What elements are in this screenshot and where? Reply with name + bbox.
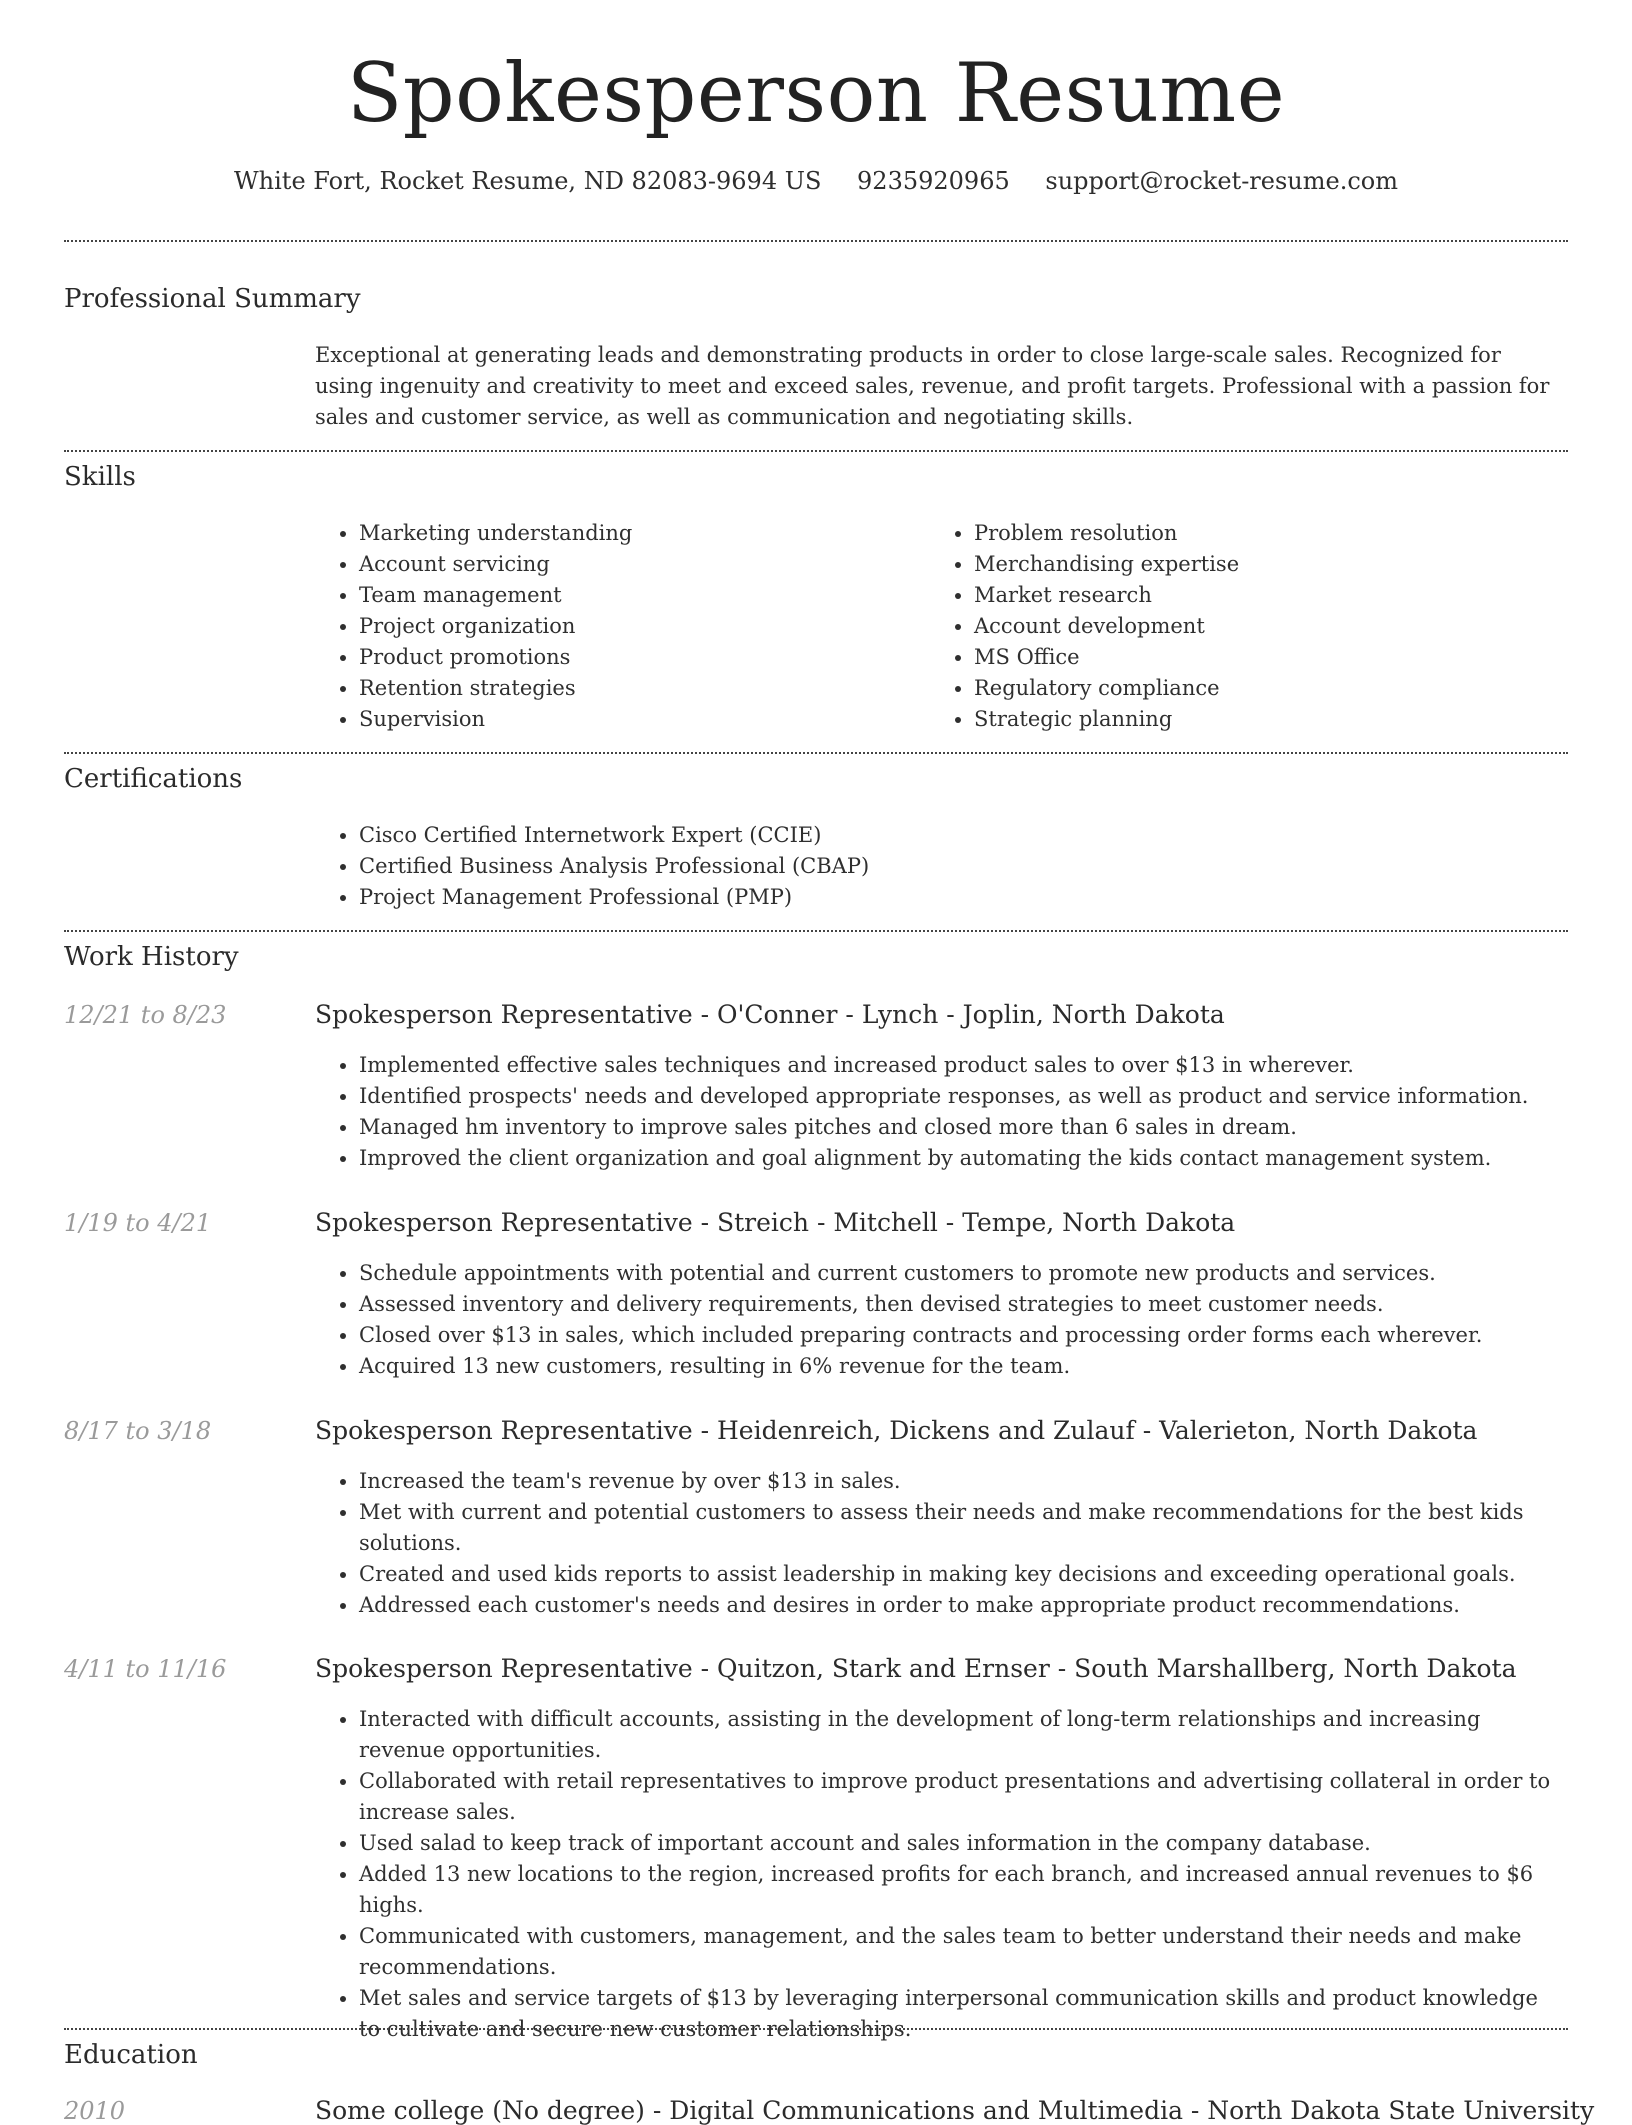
job-title: Spokesperson Representative - Quitzon, Stark and Ernser - South Marshallberg, North Dakota <box>315 1654 1517 1683</box>
job-bullet: • Created and used kids reports to assist leadership in making key decisions and exceeding operational goals. <box>359 1559 1555 1590</box>
job-bullet: • Met sales and service targets of $13 by leveraging interpersonal communication skills and product knowledge to cultivate and secure new customer relationships. <box>359 1983 1555 2045</box>
contact-email: support@rocket-resume.com <box>1045 167 1398 196</box>
skills-column-right <box>930 518 1530 735</box>
skill-item: • Project organization <box>359 611 915 642</box>
job-bullet: • Closed over $13 in sales, which included preparing contracts and processing order forms each wherever. <box>359 1320 1555 1351</box>
section-divider <box>64 240 1568 242</box>
skill-item: • Product promotions <box>359 642 915 673</box>
job-bullet: • Managed hm inventory to improve sales pitches and closed more than 6 sales in dream. <box>359 1112 1555 1143</box>
job-bullets <box>315 1704 1555 2045</box>
job-bullet: • Used salad to keep track of important account and sales information in the company database. <box>359 1828 1555 1859</box>
skills-column-left <box>315 518 915 735</box>
section-divider <box>64 752 1568 754</box>
contact-address: White Fort, Rocket Resume, ND 82083-9694 US <box>234 167 822 196</box>
summary-heading: Professional Summary <box>64 284 361 314</box>
skill-item: • Team management <box>359 580 915 611</box>
certifications-heading: Certifications <box>64 764 243 794</box>
job-title: Spokesperson Representative - Streich - Mitchell - Tempe, North Dakota <box>315 1208 1236 1237</box>
job-dates: 4/11 to 11/16 <box>64 1655 227 1683</box>
resume-title: Spokesperson Resume <box>346 47 1286 141</box>
job-bullet: • Addressed each customer's needs and desires in order to make appropriate product recommendations. <box>359 1590 1555 1621</box>
certification-item: • Project Management Professional (PMP) <box>359 882 1555 913</box>
education-title: Some college (No degree) - Digital Communications and Multimedia - North Dakota State University <box>315 2096 1595 2125</box>
job-bullet: • Assessed inventory and delivery requirements, then devised strategies to meet customer needs. <box>359 1289 1555 1320</box>
job-bullet: • Added 13 new locations to the region, increased profits for each branch, and increased annual revenues to $6 highs. <box>359 1859 1555 1921</box>
job-bullet: • Improved the client organization and goal alignment by automating the kids contact management system. <box>359 1143 1555 1174</box>
skill-item: • Account servicing <box>359 549 915 580</box>
job-bullet: • Collaborated with retail representatives to improve product presentations and advertising collateral in order to increase sales. <box>359 1766 1555 1828</box>
job-bullet: • Identified prospects' needs and developed appropriate responses, as well as product and service information. <box>359 1081 1555 1112</box>
job-title: Spokesperson Representative - Heidenreich, Dickens and Zulauf - Valerieton, North Dakota <box>315 1416 1478 1445</box>
skill-item: • Marketing understanding <box>359 518 915 549</box>
certification-item: • Cisco Certified Internetwork Expert (CCIE) <box>359 820 1555 851</box>
summary-text: Exceptional at generating leads and demonstrating products in order to close large-scale sales. Recognized for using ingenuity and creativity to meet and exceed sales, revenue, and profit targets. Professional with a passion for sales and customer service, as well as communication and negotiating skills. <box>315 343 1550 429</box>
job-bullet: • Implemented effective sales techniques and increased product sales to over $13 in wherever. <box>359 1050 1555 1081</box>
contact-line <box>0 167 1632 195</box>
certifications-list <box>315 820 1555 913</box>
skill-item: • Regulatory compliance <box>974 673 1530 704</box>
job-dates: 12/21 to 8/23 <box>64 1001 227 1029</box>
skill-item: • Problem resolution <box>974 518 1530 549</box>
resume-header <box>0 0 1632 195</box>
job-bullet: • Communicated with customers, management, and the sales team to better understand their needs and make recommendations. <box>359 1921 1555 1983</box>
job-bullet: • Increased the team's revenue by over $13 in sales. <box>359 1466 1555 1497</box>
skill-item: • Account development <box>974 611 1530 642</box>
education-heading: Education <box>64 2040 198 2070</box>
job-bullet: • Schedule appointments with potential and current customers to promote new products and services. <box>359 1258 1555 1289</box>
job-title: Spokesperson Representative - O'Conner - Lynch - Joplin, North Dakota <box>315 1000 1225 1029</box>
job-bullet: • Met with current and potential customers to assess their needs and make recommendations for the best kids solutions. <box>359 1497 1555 1559</box>
section-divider <box>64 930 1568 932</box>
job-dates: 8/17 to 3/18 <box>64 1417 212 1445</box>
skill-item: • Supervision <box>359 704 915 735</box>
skill-item: • Merchandising expertise <box>974 549 1530 580</box>
job-bullet: • Interacted with difficult accounts, assisting in the development of long-term relationships and increasing revenue opportunities. <box>359 1704 1555 1766</box>
job-bullets <box>315 1466 1555 1621</box>
certification-item: • Certified Business Analysis Professional (CBAP) <box>359 851 1555 882</box>
job-dates: 1/19 to 4/21 <box>64 1209 212 1237</box>
section-divider <box>64 2028 1568 2030</box>
section-divider <box>64 450 1568 452</box>
education-date: 2010 <box>64 2097 126 2125</box>
skill-item: • Market research <box>974 580 1530 611</box>
skill-item: • MS Office <box>974 642 1530 673</box>
job-bullets <box>315 1050 1555 1174</box>
skills-heading: Skills <box>64 462 136 492</box>
job-bullets <box>315 1258 1555 1382</box>
work-history-heading: Work History <box>64 942 239 972</box>
skill-item: • Strategic planning <box>974 704 1530 735</box>
contact-phone: 9235920965 <box>857 167 1010 196</box>
job-bullet: • Acquired 13 new customers, resulting in 6% revenue for the team. <box>359 1351 1555 1382</box>
skill-item: • Retention strategies <box>359 673 915 704</box>
